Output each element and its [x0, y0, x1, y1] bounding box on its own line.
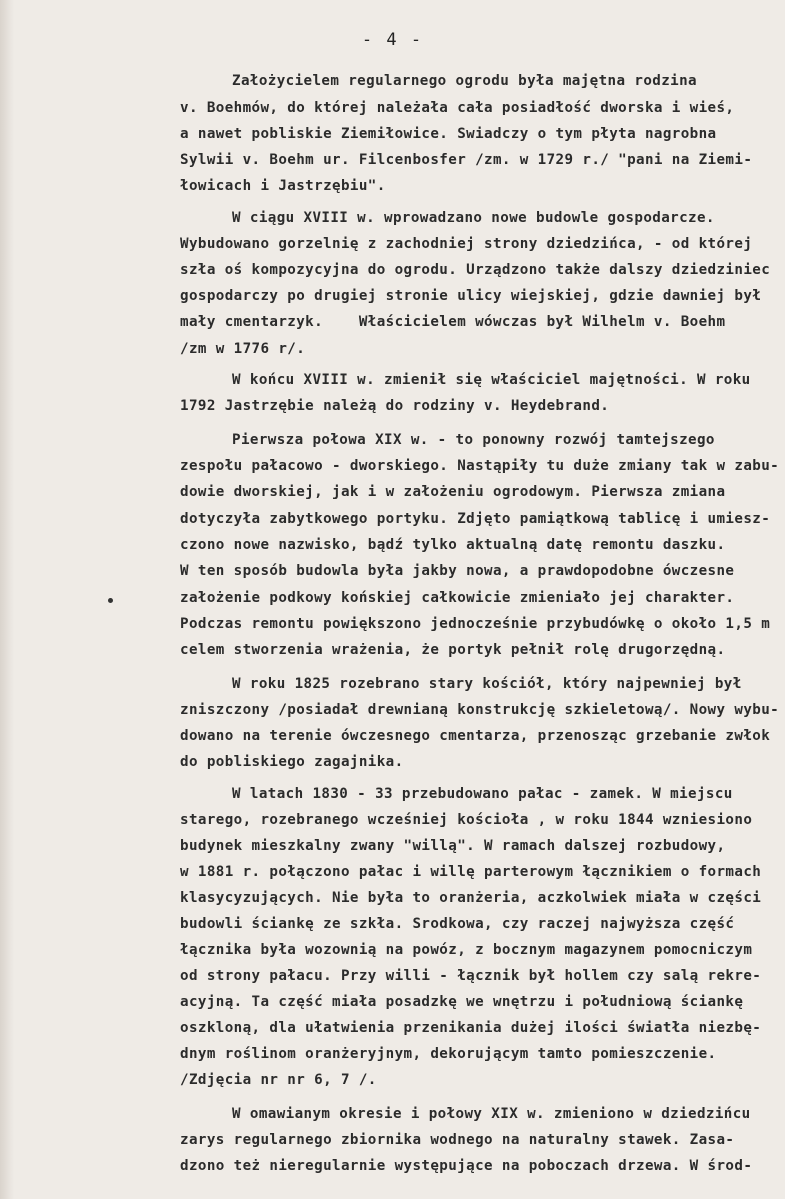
- text-line: łowicach i Jastrzębiu".: [180, 178, 386, 194]
- text-line: Wybudowano gorzelnię z zachodniej strony dziedzińca, - od której: [180, 236, 753, 252]
- text-line: łącznika była wozownią na powóz, z bocznym magazynem pomocniczym: [180, 942, 753, 958]
- text-line: dowano na terenie ówczesnego cmentarza, przenosząc grzebanie zwłok: [180, 728, 771, 744]
- text-line: /Zdjęcia nr nr 6, 7 /.: [180, 1072, 377, 1088]
- text-line: dzono też nieregularnie występujące na poboczach drzewa. W środ-: [180, 1158, 753, 1174]
- text-line: W ciągu XVIII w. wprowadzano nowe budowle gospodarcze.: [232, 210, 715, 226]
- text-line: od strony pałacu. Przy willi - łącznik był hollem czy salą rekre-: [180, 968, 762, 984]
- text-line: 1792 Jastrzębie należą do rodziny v. Heydebrand.: [180, 398, 610, 414]
- text-line: czono nowe nazwisko, bądź tylko aktualną datę remontu daszku.: [180, 537, 726, 553]
- text-line: dowie dworskiej, jak i w założeniu ogrodowym. Pierwsza zmiana: [180, 484, 726, 500]
- text-line: celem stworzenia wrażenia, że portyk pełnił rolę drugorzędną.: [180, 642, 726, 658]
- text-line: a nawet pobliskie Ziemiłowice. Swiadczy o tym płyta nagrobna: [180, 126, 717, 142]
- text-line: /zm w 1776 r/.: [180, 341, 306, 357]
- text-line: w 1881 r. połączono pałac i willę parterowym łącznikiem o formach: [180, 864, 762, 880]
- text-line: budowli ściankę ze szkła. Srodkowa, czy raczej najwyższa część: [180, 916, 735, 932]
- page-edge-shadow: [0, 0, 14, 1199]
- text-line: klasycyzujących. Nie była to oranżeria, aczkolwiek miała w części: [180, 890, 762, 906]
- text-line: zniszczony /posiadał drewnianą konstrukcję szkieletową/. Nowy wybu-: [180, 702, 780, 718]
- text-line: starego, rozebranego wcześniej kościoła , w roku 1844 wzniesiono: [180, 812, 753, 828]
- text-line: W roku 1825 rozebrano stary kościół, który najpewniej był: [232, 676, 742, 692]
- margin-dot: [108, 598, 113, 603]
- page-number: - 4 -: [361, 30, 424, 50]
- text-line: dnym roślinom oranżeryjnym, dekorującym tamto pomieszczenie.: [180, 1046, 717, 1062]
- text-line: Sylwii v. Boehm ur. Filcenbosfer /zm. w 1729 r./ "pani na Ziemi-: [180, 152, 753, 168]
- text-line: W omawianym okresie i połowy XIX w. zmieniono w dziedzińcu: [232, 1106, 751, 1122]
- text-line: szła oś kompozycyjna do ogrodu. Urządzono także dalszy dziedziniec: [180, 262, 771, 278]
- text-line: założenie podkowy końskiej całkowicie zmieniało jej charakter.: [180, 590, 735, 606]
- text-line: oszkloną, dla ułatwienia przenikania dużej ilości światła niezbę-: [180, 1020, 762, 1036]
- text-line: W latach 1830 - 33 przebudowano pałac - zamek. W miejscu: [232, 786, 733, 802]
- text-line: W ten sposób budowla była jakby nowa, a prawdopodobne ówczesne: [180, 563, 735, 579]
- text-line: zarys regularnego zbiornika wodnego na naturalny stawek. Zasa-: [180, 1132, 735, 1148]
- text-line: W końcu XVIII w. zmienił się właściciel majętności. W roku: [232, 372, 751, 388]
- text-line: Pierwsza połowa XIX w. - to ponowny rozwój tamtejszego: [232, 432, 715, 448]
- text-line: mały cmentarzyk. Właścicielem wówczas był Wilhelm v. Boehm: [180, 314, 726, 330]
- text-line: do pobliskiego zagajnika.: [180, 754, 404, 770]
- text-line: zespołu pałacowo - dworskiego. Nastąpiły tu duże zmiany tak w zabu-: [180, 458, 780, 474]
- text-line: gospodarczy po drugiej stronie ulicy wiejskiej, gdzie dawniej był: [180, 288, 762, 304]
- text-line: acyjną. Ta część miała posadzkę we wnętrzu i południową ściankę: [180, 994, 744, 1010]
- text-line: dotyczyła zabytkowego portyku. Zdjęto pamiątkową tablicę i umiesz-: [180, 511, 771, 527]
- text-line: v. Boehmów, do której należała cała posiadłość dworska i wieś,: [180, 100, 735, 116]
- text-line: Podczas remontu powiększono jednocześnie przybudówkę o około 1,5 m: [180, 616, 771, 632]
- text-line: budynek mieszkalny zwany "willą". W ramach dalszej rozbudowy,: [180, 838, 726, 854]
- text-line: Założycielem regularnego ogrodu była majętna rodzina: [232, 73, 697, 89]
